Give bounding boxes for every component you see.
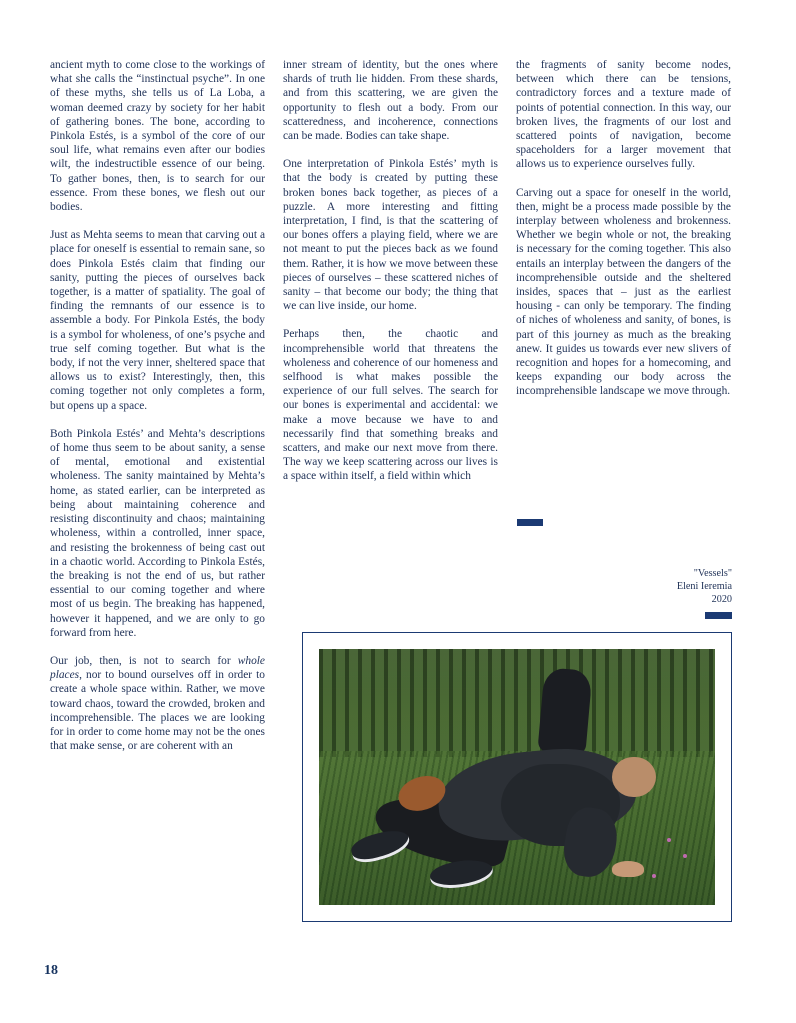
page-number: 18	[44, 963, 58, 978]
paragraph: the fragments of sanity become nodes, between which there can be tensions, contradictory forces and a texture made of points of potential connection. In this way, our broken lives, the fragments of our lost and scattered points of navigation, become spaceholders for a larger movement that allows us to experience ourselves fully.	[516, 59, 731, 171]
artwork-photo	[319, 649, 715, 905]
photo-background-figure	[537, 668, 592, 756]
paragraph: ancient myth to come close to the workings of what she calls the “instinctual psyche”. In one of these myths, she tells us of La Loba, a woman deemed crazy by society for her habit of gathering bones. The bone, according to Pinkola Estés, is a symbol of the core of our soul life, what remains even after our bodies wilt, the indestructible essence of our being. To gather bones, then, is to search for our essence. From these bones, we flesh out our bodies.	[50, 59, 265, 214]
photo-flower	[652, 874, 656, 878]
caption-author: Eleni Ieremia	[676, 581, 732, 592]
photo-figure-hand	[612, 861, 644, 876]
accent-rule-bottom	[705, 612, 732, 619]
column-left	[50, 58, 265, 767]
italic-phrase: whole places	[50, 654, 265, 682]
paragraph: inner stream of identity, but the ones where shards of truth lie hidden. From these shards, and from this scattering, we are given the opportunity to flesh out a body. From our scatteredness, and incoherence, connections can be made. Bodies can take shape.	[283, 59, 498, 143]
caption-year: 2020	[711, 594, 732, 605]
paragraph: One interpretation of Pinkola Estés’ myth is that the body is created by putting these broken bones back together, as pieces of a puzzle. A more interesting and fitting interpretation, I find, is that the scattering of our bones offers a playing field, where we are not meant to put the pieces back as we found them. Rather, it is how we move between these pieces of ourselves – these scattered niches of sanity – that become our body; the thing that we can live inside, our home.	[283, 158, 498, 313]
artwork-frame	[302, 632, 732, 922]
paragraph-text-after: , nor to bound ourselves off in order to create a whole space within. Rather, we move toward chaos, toward the crowded, broken and incomprehensible. The places we are looking for in order to come home may not be the ones that make sense, or are coherent with an	[50, 669, 265, 753]
paragraph: Just as Mehta seems to mean that carving out a place for oneself is essential to remain sane, so does Pinkola Estés claim that finding our sanity, putting the pieces of ourselves back together, is a matter of spatiality. The goal of finding the remnants of our essence is to assemble a body. For Pinkola Estés, the body is a symbol for wholeness, of one’s psyche and true self coming together. But what is the body, if not the very inner, sheltered space that allows us to exist? Interestingly, then, this coming together not only completes a form, but opens up a space.	[50, 229, 265, 412]
photo-figure-head	[612, 757, 656, 798]
paragraph: Both Pinkola Estés’ and Mehta’s descriptions of home thus seem to be about sanity, a sense of mental, emotional and existential wholeness. The sanity maintained by Mehta’s home, as stated earlier, can be interpreted as being about maintaining coherence and resisting discontinuity and chaos; maintaining wholeness, within a controlled, inner space, and resisting the brokenness of being cast out in a chaotic world. According to Pinkola Estés, the breaking is not the end of us, but rather essential to our coming together and where most of us begin. The breaking has happened, however it happened, and we are only to go forward from here.	[50, 427, 265, 639]
accent-rule-top	[517, 519, 543, 526]
paragraph-with-italic	[50, 654, 265, 753]
photo-treeline	[319, 649, 715, 757]
paragraph: Carving out a space for oneself in the world, then, might be a process made possible by the interplay between wholeness and brokenness. Whether we begin whole or not, the breaking is necessary for the coming together. This also entails an interplay between the dangers of the incomprehensible outside and the sheltered insides, spaces that – just as the earliest housing - can only be temporary. The finding of niches of wholeness and sanity, of bones, is part of this journey as much as the breaking anew. It guides us towards ever new slivers of recognition and hopes for a homecoming, and keeps expanding our body across the incomprehensible landscape we move through.	[516, 186, 731, 398]
image-caption	[512, 567, 732, 606]
caption-title: "Vessels"	[693, 568, 732, 579]
paragraph: Perhaps then, the chaotic and incomprehensible world that threatens the wholeness and coherence of our homeness and selfhood is what makes possible the experience of our full selves. The search for our bones is experimental and accidental: we make a move because we have to and necessarily find that something breaks and scatters, and make our next move from there. The way we keep scattering across our lives is a space within itself, a field within which	[283, 328, 498, 483]
paragraph-text-before: Our job, then, is not to search for	[50, 654, 238, 667]
